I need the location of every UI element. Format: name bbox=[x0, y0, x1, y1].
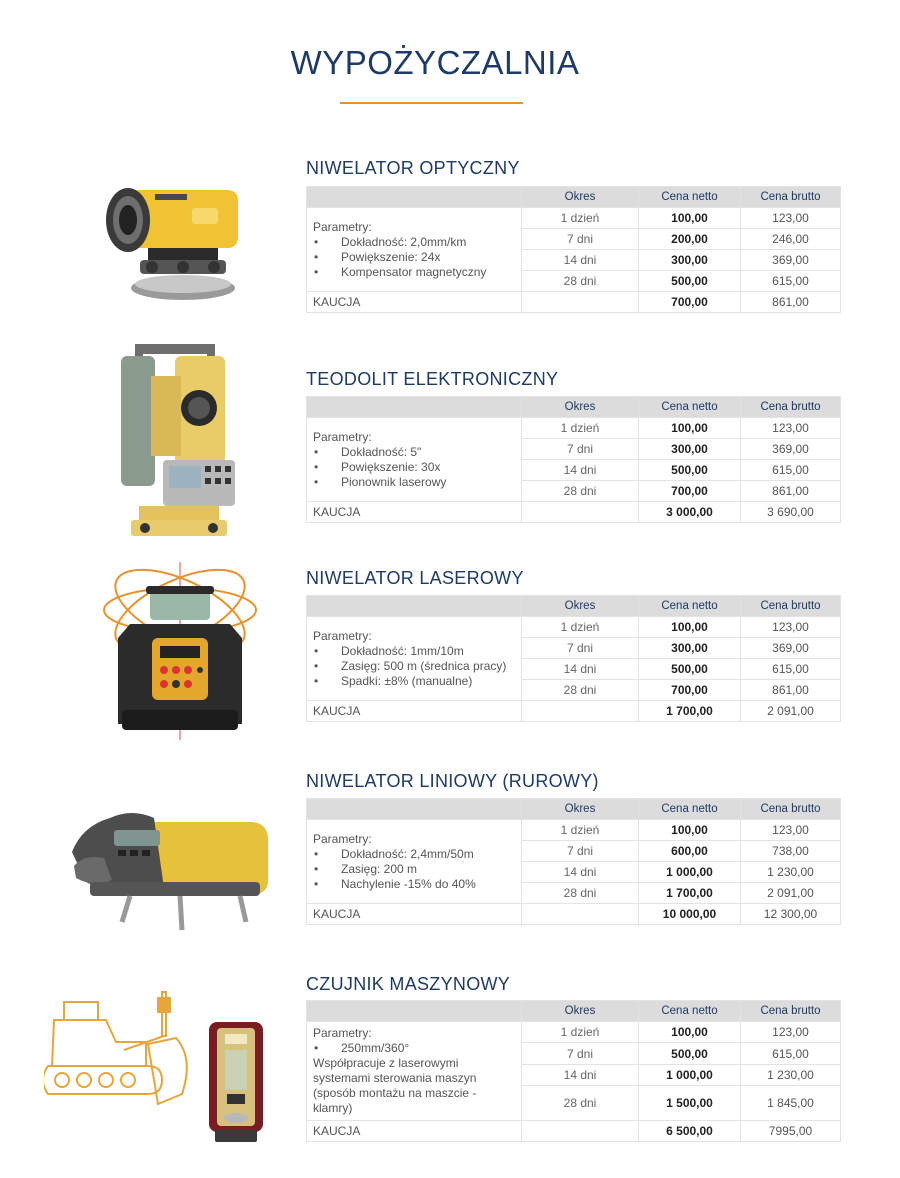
param-item: • Zasięg: 200 m bbox=[313, 862, 515, 877]
empty-header bbox=[307, 1001, 522, 1022]
table-row bbox=[307, 208, 841, 229]
period-cell: 14 dni bbox=[522, 1064, 639, 1085]
bulldozer-illustration bbox=[44, 990, 200, 1108]
netto-cell: 1 700,00 bbox=[639, 883, 741, 904]
brutto-header: Cena brutto bbox=[741, 397, 841, 418]
kaucja-brutto: 3 690,00 bbox=[741, 502, 841, 523]
kaucja-netto: 6 500,00 bbox=[639, 1121, 741, 1142]
kaucja-label: KAUCJA bbox=[307, 701, 522, 722]
param-item: • Kompensator magnetyczny bbox=[313, 265, 515, 280]
product-title: CZUJNIK MASZYNOWY bbox=[306, 974, 511, 994]
kaucja-netto: 1 700,00 bbox=[639, 701, 741, 722]
netto-cell: 100,00 bbox=[639, 418, 741, 439]
product-title: NIWELATOR LINIOWY (RUROWY) bbox=[306, 771, 599, 791]
brutto-cell: 615,00 bbox=[741, 1043, 841, 1064]
kaucja-row bbox=[307, 502, 841, 523]
netto-cell: 100,00 bbox=[639, 208, 741, 229]
param-item: • 250mm/360° bbox=[313, 1041, 515, 1056]
netto-cell: 300,00 bbox=[639, 250, 741, 271]
param-item: • Dokładność: 2,0mm/km bbox=[313, 235, 515, 250]
kaucja-row bbox=[307, 292, 841, 313]
kaucja-label: KAUCJA bbox=[307, 502, 522, 523]
kaucja-label: KAUCJA bbox=[307, 1121, 522, 1142]
period-cell: 1 dzień bbox=[522, 418, 639, 439]
brutto-cell: 246,00 bbox=[741, 229, 841, 250]
empty-cell bbox=[522, 502, 639, 523]
brutto-cell: 369,00 bbox=[741, 250, 841, 271]
brutto-cell: 861,00 bbox=[741, 680, 841, 701]
brutto-cell: 123,00 bbox=[741, 208, 841, 229]
netto-cell: 1 000,00 bbox=[639, 1064, 741, 1085]
period-header: Okres bbox=[522, 397, 639, 418]
period-cell: 1 dzień bbox=[522, 820, 639, 841]
brutto-cell: 861,00 bbox=[741, 481, 841, 502]
brutto-cell: 2 091,00 bbox=[741, 883, 841, 904]
params-list bbox=[313, 644, 515, 689]
theodolite-illustration bbox=[115, 336, 245, 546]
params-label: Parametry: bbox=[313, 831, 372, 846]
netto-cell: 100,00 bbox=[639, 617, 741, 638]
period-cell: 7 dni bbox=[522, 439, 639, 460]
machine-sensor-illustration bbox=[205, 1018, 267, 1146]
empty-header bbox=[307, 799, 522, 820]
brutto-header: Cena brutto bbox=[741, 799, 841, 820]
brutto-cell: 123,00 bbox=[741, 1022, 841, 1043]
period-cell: 1 dzień bbox=[522, 617, 639, 638]
product-title: NIWELATOR OPTYCZNY bbox=[306, 158, 520, 178]
params-cell bbox=[307, 617, 522, 701]
title-underline bbox=[340, 102, 523, 104]
period-cell: 1 dzień bbox=[522, 1022, 639, 1043]
brutto-header: Cena brutto bbox=[741, 1001, 841, 1022]
empty-cell bbox=[522, 701, 639, 722]
table-row bbox=[307, 418, 841, 439]
param-item: • Powiększenie: 30x bbox=[313, 460, 515, 475]
netto-header: Cena netto bbox=[639, 1001, 741, 1022]
netto-cell: 300,00 bbox=[639, 439, 741, 460]
period-cell: 28 dni bbox=[522, 271, 639, 292]
netto-cell: 100,00 bbox=[639, 820, 741, 841]
brutto-cell: 369,00 bbox=[741, 439, 841, 460]
netto-cell: 300,00 bbox=[639, 638, 741, 659]
kaucja-netto: 3 000,00 bbox=[639, 502, 741, 523]
param-item: • Pionownik laserowy bbox=[313, 475, 515, 490]
empty-header bbox=[307, 397, 522, 418]
period-cell: 28 dni bbox=[522, 883, 639, 904]
brutto-cell: 1 230,00 bbox=[741, 862, 841, 883]
netto-cell: 500,00 bbox=[639, 659, 741, 680]
period-cell: 14 dni bbox=[522, 659, 639, 680]
period-cell: 28 dni bbox=[522, 481, 639, 502]
price-table bbox=[306, 1000, 841, 1142]
empty-cell bbox=[522, 1121, 639, 1142]
empty-header bbox=[307, 596, 522, 617]
table-header-row bbox=[307, 397, 841, 418]
period-cell: 7 dni bbox=[522, 638, 639, 659]
netto-cell: 600,00 bbox=[639, 841, 741, 862]
params-label: Parametry: bbox=[313, 628, 372, 643]
params-list bbox=[313, 847, 515, 892]
params-label: Parametry: bbox=[313, 1026, 372, 1040]
period-header: Okres bbox=[522, 1001, 639, 1022]
period-cell: 28 dni bbox=[522, 680, 639, 701]
params-cell bbox=[307, 208, 522, 292]
table-row bbox=[307, 820, 841, 841]
params-list bbox=[313, 445, 515, 490]
price-table bbox=[306, 798, 841, 925]
brutto-cell: 615,00 bbox=[741, 271, 841, 292]
params-extra: Współpracuje z laserowymi systemami sterowania maszyn (sposób montażu na maszcie - klamry) bbox=[313, 1056, 477, 1115]
period-header: Okres bbox=[522, 187, 639, 208]
brutto-cell: 123,00 bbox=[741, 820, 841, 841]
param-item: • Dokładność: 1mm/10m bbox=[313, 644, 515, 659]
laser-level-illustration bbox=[100, 560, 260, 742]
empty-cell bbox=[522, 292, 639, 313]
table-header-row bbox=[307, 596, 841, 617]
param-item: • Powiększenie: 24x bbox=[313, 250, 515, 265]
kaucja-netto: 700,00 bbox=[639, 292, 741, 313]
brutto-cell: 123,00 bbox=[741, 418, 841, 439]
netto-cell: 200,00 bbox=[639, 229, 741, 250]
param-item: • Dokładność: 5" bbox=[313, 445, 515, 460]
kaucja-brutto: 7995,00 bbox=[741, 1121, 841, 1142]
netto-cell: 700,00 bbox=[639, 481, 741, 502]
params-cell bbox=[307, 418, 522, 502]
brutto-header: Cena brutto bbox=[741, 596, 841, 617]
period-cell: 28 dni bbox=[522, 1086, 639, 1121]
period-header: Okres bbox=[522, 596, 639, 617]
netto-header: Cena netto bbox=[639, 799, 741, 820]
netto-header: Cena netto bbox=[639, 397, 741, 418]
param-item: • Spadki: ±8% (manualne) bbox=[313, 674, 515, 689]
kaucja-brutto: 861,00 bbox=[741, 292, 841, 313]
netto-cell: 1 500,00 bbox=[639, 1086, 741, 1121]
table-header-row bbox=[307, 187, 841, 208]
brutto-header: Cena brutto bbox=[741, 187, 841, 208]
brutto-cell: 738,00 bbox=[741, 841, 841, 862]
netto-cell: 500,00 bbox=[639, 1043, 741, 1064]
kaucja-row bbox=[307, 701, 841, 722]
period-header: Okres bbox=[522, 799, 639, 820]
period-cell: 14 dni bbox=[522, 250, 639, 271]
kaucja-row bbox=[307, 904, 841, 925]
table-row bbox=[307, 1022, 841, 1043]
netto-cell: 500,00 bbox=[639, 460, 741, 481]
product-title: NIWELATOR LASEROWY bbox=[306, 568, 524, 588]
period-cell: 14 dni bbox=[522, 862, 639, 883]
empty-header bbox=[307, 187, 522, 208]
table-header-row bbox=[307, 1001, 841, 1022]
brutto-cell: 615,00 bbox=[741, 659, 841, 680]
params-list bbox=[313, 235, 515, 280]
param-item: • Zasięg: 500 m (średnica pracy) bbox=[313, 659, 515, 674]
netto-header: Cena netto bbox=[639, 596, 741, 617]
pipe-laser-illustration bbox=[70, 802, 280, 934]
netto-cell: 100,00 bbox=[639, 1022, 741, 1043]
netto-header: Cena netto bbox=[639, 187, 741, 208]
param-item: • Nachylenie -15% do 40% bbox=[313, 877, 515, 892]
kaucja-row bbox=[307, 1121, 841, 1142]
kaucja-brutto: 2 091,00 bbox=[741, 701, 841, 722]
page-title: WYPOŻYCZALNIA bbox=[290, 44, 580, 81]
netto-cell: 500,00 bbox=[639, 271, 741, 292]
netto-cell: 1 000,00 bbox=[639, 862, 741, 883]
optical-level-illustration bbox=[100, 180, 250, 310]
kaucja-netto: 10 000,00 bbox=[639, 904, 741, 925]
period-cell: 14 dni bbox=[522, 460, 639, 481]
brutto-cell: 615,00 bbox=[741, 460, 841, 481]
brutto-cell: 1 845,00 bbox=[741, 1086, 841, 1121]
params-label: Parametry: bbox=[313, 219, 372, 234]
price-table bbox=[306, 595, 841, 722]
kaucja-label: KAUCJA bbox=[307, 904, 522, 925]
period-cell: 7 dni bbox=[522, 841, 639, 862]
brutto-cell: 1 230,00 bbox=[741, 1064, 841, 1085]
kaucja-brutto: 12 300,00 bbox=[741, 904, 841, 925]
price-table bbox=[306, 186, 841, 313]
kaucja-label: KAUCJA bbox=[307, 292, 522, 313]
table-header-row bbox=[307, 799, 841, 820]
netto-cell: 700,00 bbox=[639, 680, 741, 701]
params-cell bbox=[307, 820, 522, 904]
brutto-cell: 123,00 bbox=[741, 617, 841, 638]
table-row bbox=[307, 617, 841, 638]
product-title: TEODOLIT ELEKTRONICZNY bbox=[306, 369, 559, 389]
empty-cell bbox=[522, 904, 639, 925]
params-list bbox=[313, 1041, 515, 1056]
period-cell: 7 dni bbox=[522, 1043, 639, 1064]
params-cell bbox=[307, 1022, 522, 1121]
period-cell: 1 dzień bbox=[522, 208, 639, 229]
brutto-cell: 369,00 bbox=[741, 638, 841, 659]
price-table bbox=[306, 396, 841, 523]
period-cell: 7 dni bbox=[522, 229, 639, 250]
param-item: • Dokładność: 2,4mm/50m bbox=[313, 847, 515, 862]
params-label: Parametry: bbox=[313, 429, 372, 444]
